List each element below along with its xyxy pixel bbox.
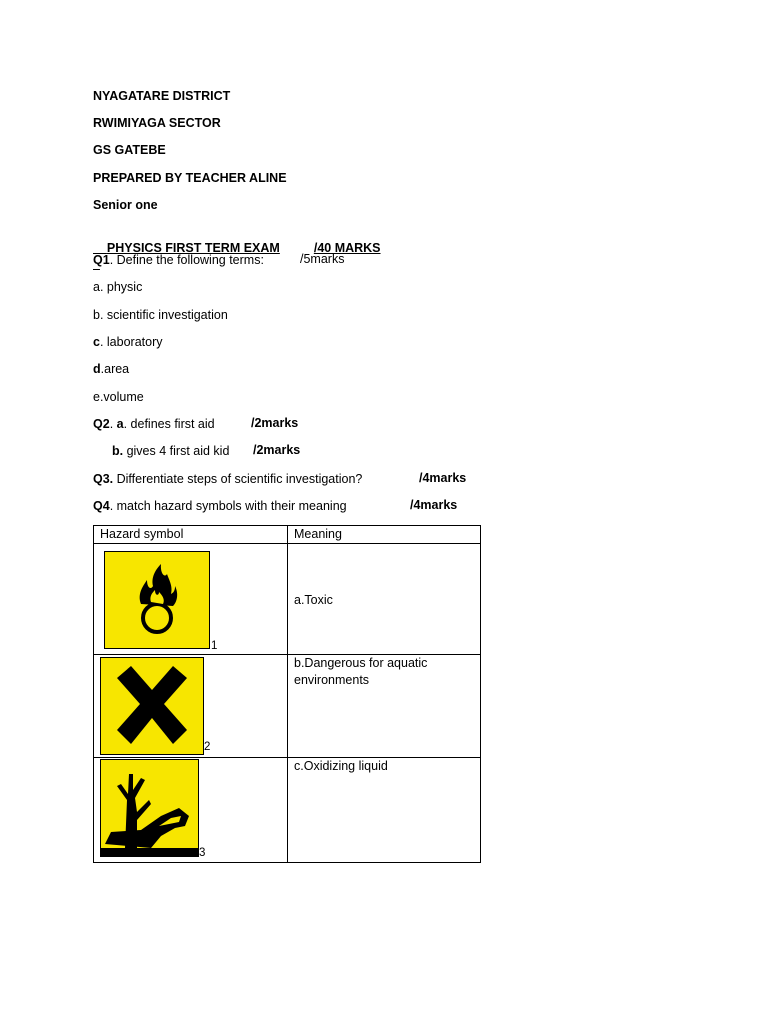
q1-term-a: a. physic: [93, 280, 143, 294]
col-meaning-header: [288, 526, 481, 544]
meaning-text-2: b.Dangerous for aquatic environments: [294, 656, 428, 687]
q1-term-d: [93, 361, 129, 377]
symbol-number-2: 2: [204, 741, 211, 753]
q1-marks: /5marks: [300, 252, 345, 266]
level-line: Senior one: [93, 198, 158, 212]
q1-term-c: [93, 334, 162, 350]
col-hazard-symbol-label: Hazard symbol: [100, 527, 184, 541]
q4-marks: /4marks: [410, 498, 458, 512]
q1-term-d-text: .area: [100, 362, 130, 376]
q2-number: Q2: [93, 417, 110, 431]
q1-line: [93, 252, 264, 268]
symbol-cell-2: [94, 655, 288, 758]
q1-number: Q1: [93, 253, 110, 267]
q1-term-d-letter: d: [93, 362, 101, 376]
q2a-letter: a: [116, 417, 124, 431]
exam-total-marks: /40 MARKS: [313, 241, 381, 255]
school-line: GS GATEBE: [93, 143, 166, 157]
q2a-text: . defines first aid: [123, 417, 215, 431]
meaning-cell-2: [288, 655, 481, 758]
q2b-line: [112, 443, 229, 459]
table-row: [94, 544, 481, 655]
q1-term-c-letter: c: [93, 335, 100, 349]
q3-line: [93, 471, 362, 487]
hazard-matching-table: [93, 525, 481, 863]
q1-term-c-text: . laboratory: [99, 335, 163, 349]
q1-term-b: b. scientific investigation: [93, 308, 228, 322]
district-line: NYAGATARE DISTRICT: [93, 89, 231, 103]
symbol-number-1: 1: [211, 640, 218, 652]
table-header-row: [94, 526, 481, 544]
meaning-text-3: c.Oxidizing liquid: [294, 759, 388, 773]
q1-term-e: e.volume: [93, 390, 144, 404]
meaning-text-1: a.Toxic: [294, 593, 333, 607]
q2a-marks: /2marks: [251, 416, 299, 430]
symbol-cell-1: [94, 544, 288, 655]
exam-title-text: PHYSICS FIRST TERM EXAM: [106, 241, 280, 255]
sector-line: RWIMIYAGA SECTOR: [93, 116, 221, 130]
q2b-text: gives 4 first aid kid: [123, 444, 230, 458]
dead-tree-fish-icon: [100, 759, 199, 857]
table-row: [94, 655, 481, 758]
x-cross-icon: [100, 657, 204, 755]
q3-text: Differentiate steps of scientific investigation?: [113, 472, 363, 486]
q3-number: Q3.: [93, 472, 114, 486]
symbol-number-3: 3: [199, 847, 206, 859]
q4-text: . match hazard symbols with their meaning: [109, 499, 347, 513]
q1-text: . Define the following terms:: [109, 253, 264, 267]
table-row: [94, 758, 481, 863]
teacher-line: PREPARED BY TEACHER ALINE: [93, 171, 287, 185]
q2b-marks: /2marks: [253, 443, 301, 457]
q2b-letter: b.: [112, 444, 124, 458]
q2a-line: Q2. a. defines first aid: [93, 417, 215, 431]
col-hazard-symbol-header: [94, 526, 288, 544]
meaning-cell-1: [288, 544, 481, 655]
q4-line: [93, 498, 347, 514]
col-meaning-label: Meaning: [294, 527, 342, 541]
meaning-cell-3: [288, 758, 481, 863]
symbol-cell-3: [94, 758, 288, 863]
q4-number: Q4: [93, 499, 110, 513]
q3-marks: /4marks: [419, 471, 467, 485]
flame-over-circle-icon: [104, 551, 210, 649]
